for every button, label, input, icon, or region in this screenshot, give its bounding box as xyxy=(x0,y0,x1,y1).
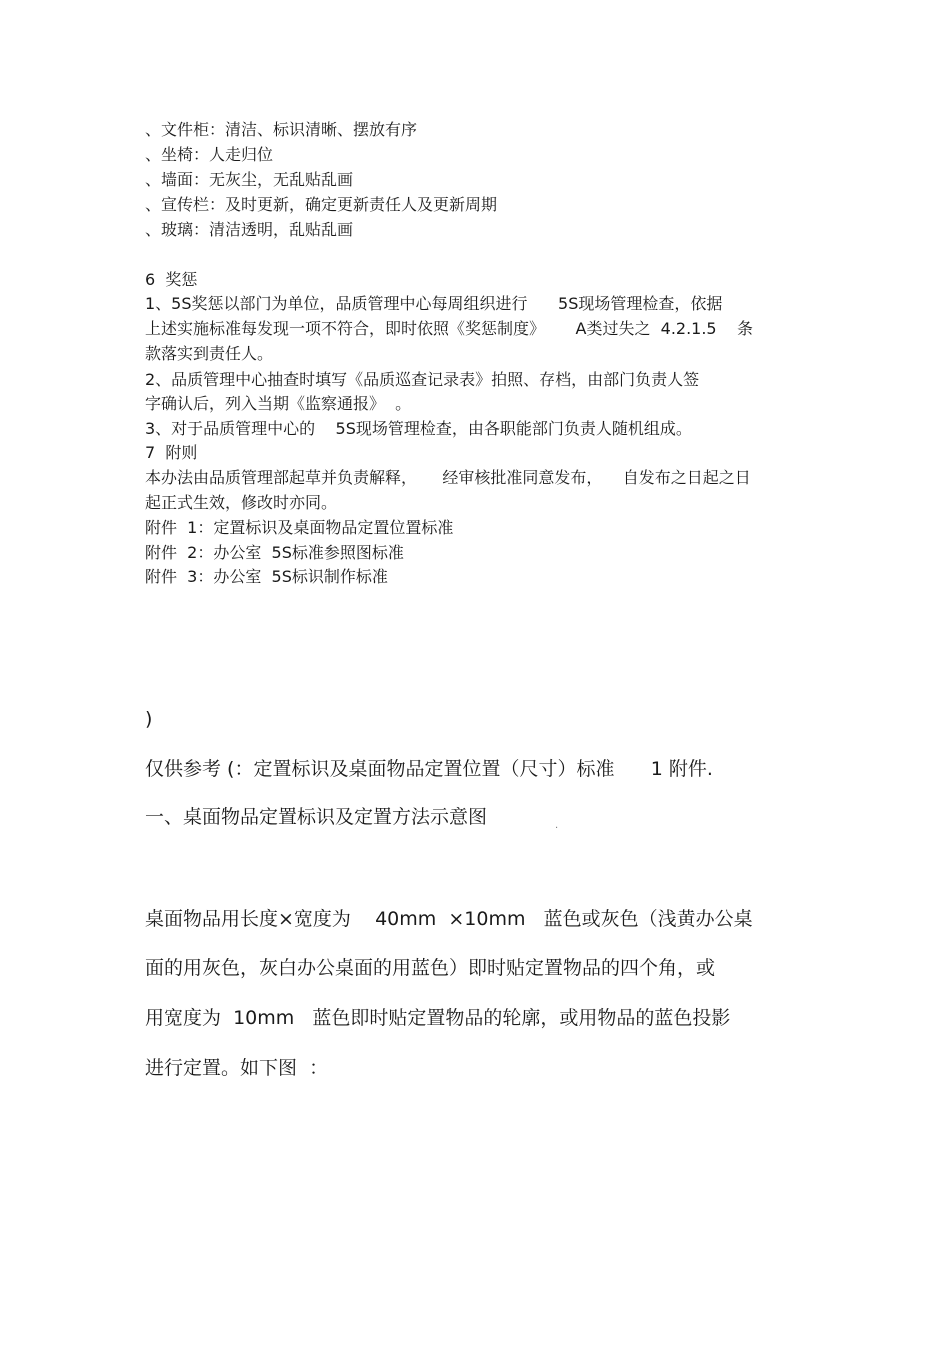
attachment-subtitle: 一、桌面物品定置标识及定置方法示意图 xyxy=(145,806,488,828)
rewards-item1-line1: 1、5S奖惩以部门为单位，品质管理中心每周组织进行 5S现场管理检查，依据 xyxy=(145,294,723,313)
rewards-item2-line1: 2、品质管理中心抽查时填写《品质巡查记录表》拍照、存档，由部门负责人签 xyxy=(145,370,700,389)
item-glass: 、玻璃：清洁透明，乱贴乱画 xyxy=(145,220,354,239)
item-bulletin-board: 、宣传栏：及时更新，确定更新责任人及更新周期 xyxy=(145,195,498,214)
attachment-body-line3: 用宽度为 10mm 蓝色即时贴定置物品的轮廓，或用物品的蓝色投影 xyxy=(145,1007,731,1029)
item-filing-cabinet: 、文件柜：清洁、标识清晰、摆放有序 xyxy=(145,120,418,139)
rewards-item2-line2: 字确认后，列入当期《监察通报》 。 xyxy=(145,394,412,413)
appendix-body-line2: 起正式生效，修改时亦同。 xyxy=(145,493,338,512)
rewards-item3: 3、对于品质管理中心的 5S现场管理检查，由各职能部门负责人随机组成。 xyxy=(145,419,692,438)
attachment-body-line2: 面的用灰色，灰白办公桌面的用蓝色）即时贴定置物品的四个角，或 xyxy=(145,957,716,979)
stray-mark: . xyxy=(555,820,559,831)
appendix-body-line1: 本办法由品质管理部起草并负责解释， 经审核批准同意发布， 自发布之日起之日 xyxy=(145,468,751,487)
item-walls: 、墙面：无灰尘，无乱贴乱画 xyxy=(145,170,354,189)
attachment-1: 附件 1：定置标识及桌面物品定置位置标准 xyxy=(145,518,454,537)
section-6-heading: 6 奖惩 xyxy=(145,270,198,289)
attachment-2: 附件 2：办公室 5S标准参照图标准 xyxy=(145,543,404,562)
rewards-item1-line3: 款落实到责任人。 xyxy=(145,344,274,363)
section-7-heading: 7 附则 xyxy=(145,443,198,462)
attachment-body-line1: 桌面物品用长度×宽度为 40mm ×10mm 蓝色或灰色（浅黄办公桌 xyxy=(145,908,753,930)
attachment-title: 仅供参考 (：定置标识及桌面物品定置位置（尺寸）标准 1 附件. xyxy=(145,758,713,780)
attachment-3: 附件 3：办公室 5S标识制作标准 xyxy=(145,567,388,586)
stray-paren: ) xyxy=(145,708,153,730)
item-chairs: 、坐椅：人走归位 xyxy=(145,145,274,164)
attachment-body-line4: 进行定置。如下图 ： xyxy=(145,1057,329,1079)
rewards-item1-line2: 上述实施标准每发现一项不符合，即时依照《奖惩制度》 A类过失之 4.2.1.5 条 xyxy=(145,319,753,338)
